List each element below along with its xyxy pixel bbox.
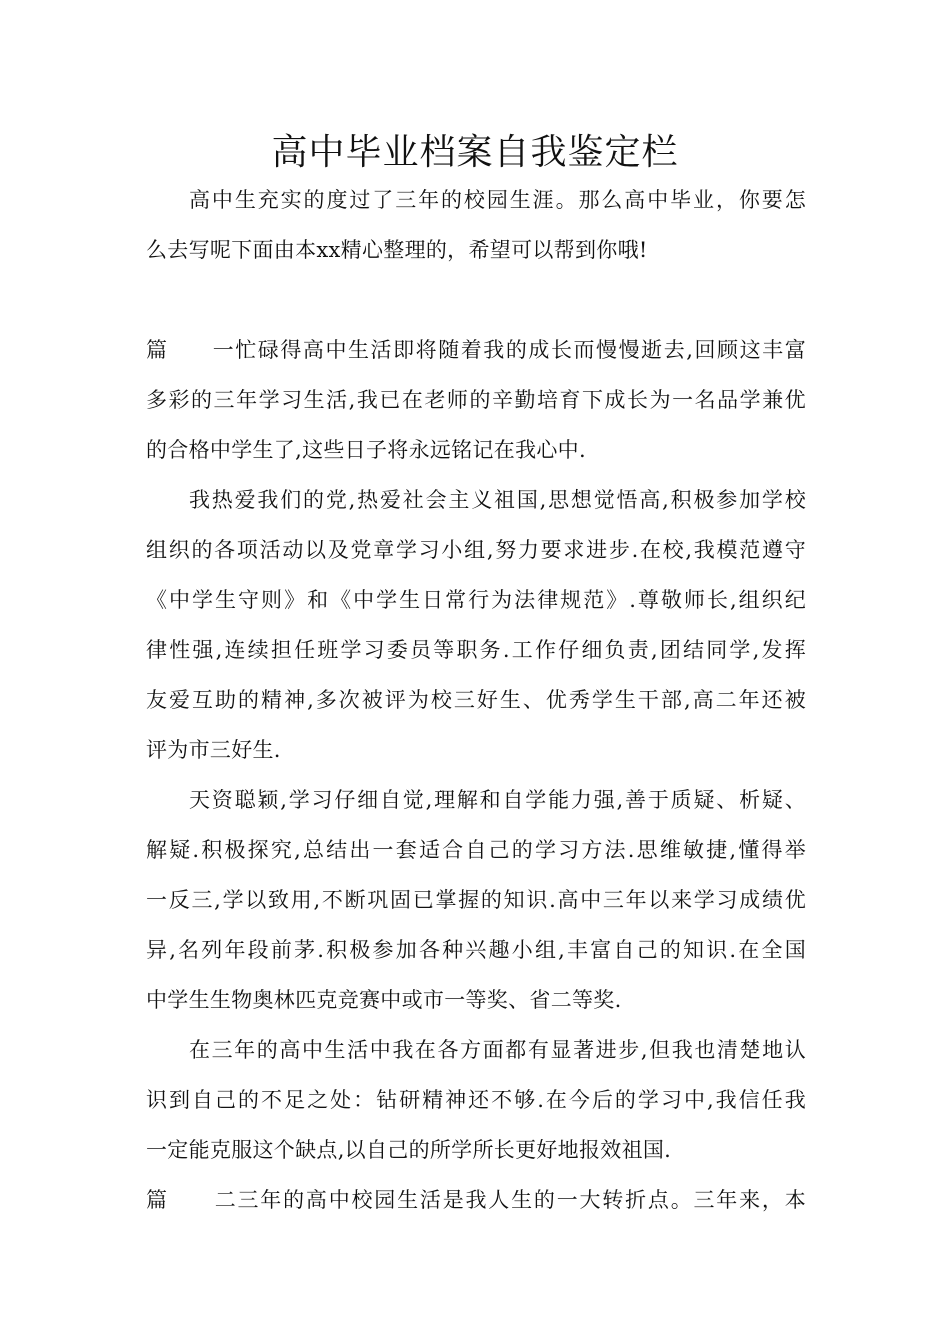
paragraph-text: 三年的高中校园生活是我人生的一大转折点。三年来，本 (236, 1188, 806, 1212)
paragraph-line: 多彩的三年学习生活,我已在老师的辛勤培育下成长为一名品学兼优 (146, 388, 806, 412)
section1-first-line (146, 325, 806, 375)
paragraph-line: 评为市三好生. (146, 738, 281, 762)
paragraph-line: 的合格中学生了,这些日子将永远铭记在我心中. (146, 438, 586, 462)
paragraph-text: 忙碌得高中生活即将随着我的成长而慢慢逝去,回顾这丰富 (234, 338, 806, 362)
paragraph-line: 我热爱我们的党,热爱社会主义祖国,思想觉悟高,积极参加学校 (189, 488, 806, 512)
paragraph-line: 《中学生守则》和《中学生日常行为法律规范》.尊敬师长,组织纪 (146, 588, 806, 612)
paragraph-line: 天资聪颖,学习仔细自觉,理解和自学能力强,善于质疑、析疑、 (189, 788, 806, 812)
intro-line-2: 么去写呢下面由本xx精心整理的，希望可以帮到你哦! (146, 238, 648, 262)
paragraph-line: 组织的各项活动以及党章学习小组,努力要求进步.在校,我模范遵守 (146, 538, 806, 562)
paragraph-line: 中学生生物奥林匹克竞赛中或市一等奖、省二等奖. (146, 988, 622, 1012)
paragraph-line: 异,名列年段前茅.积极参加各种兴趣小组,丰富自己的知识.在全国 (146, 938, 806, 962)
paragraph-line: 友爱互助的精神,多次被评为校三好生、优秀学生干部,高二年还被 (146, 688, 806, 712)
paragraph-line: 一反三,学以致用,不断巩固已掌握的知识.高中三年以来学习成绩优 (146, 888, 806, 912)
section2-first-line (146, 1175, 806, 1225)
paragraph-line: 律性强,连续担任班学习委员等职务.工作仔细负责,团结同学,发挥 (146, 638, 806, 662)
paragraph-line: 一定能克服这个缺点,以自己的所学所长更好地报效祖国. (146, 1138, 672, 1162)
paragraph-line: 解疑.积极探究,总结出一套适合自己的学习方法.思维敏捷,懂得举 (146, 838, 806, 862)
section1-heading: 篇一 (146, 338, 234, 362)
paragraph-line: 识到自己的不足之处：钻研精神还不够.在今后的学习中,我信任我 (146, 1088, 806, 1112)
intro-line-1: 高中生充实的度过了三年的校园生涯。那么高中毕业，你要怎 (189, 188, 806, 212)
section2-heading: 篇二 (146, 1188, 236, 1212)
paragraph-line: 在三年的高中生活中我在各方面都有显著进步,但我也清楚地认 (189, 1038, 806, 1062)
document-title: 高中毕业档案自我鉴定栏 (271, 132, 679, 173)
